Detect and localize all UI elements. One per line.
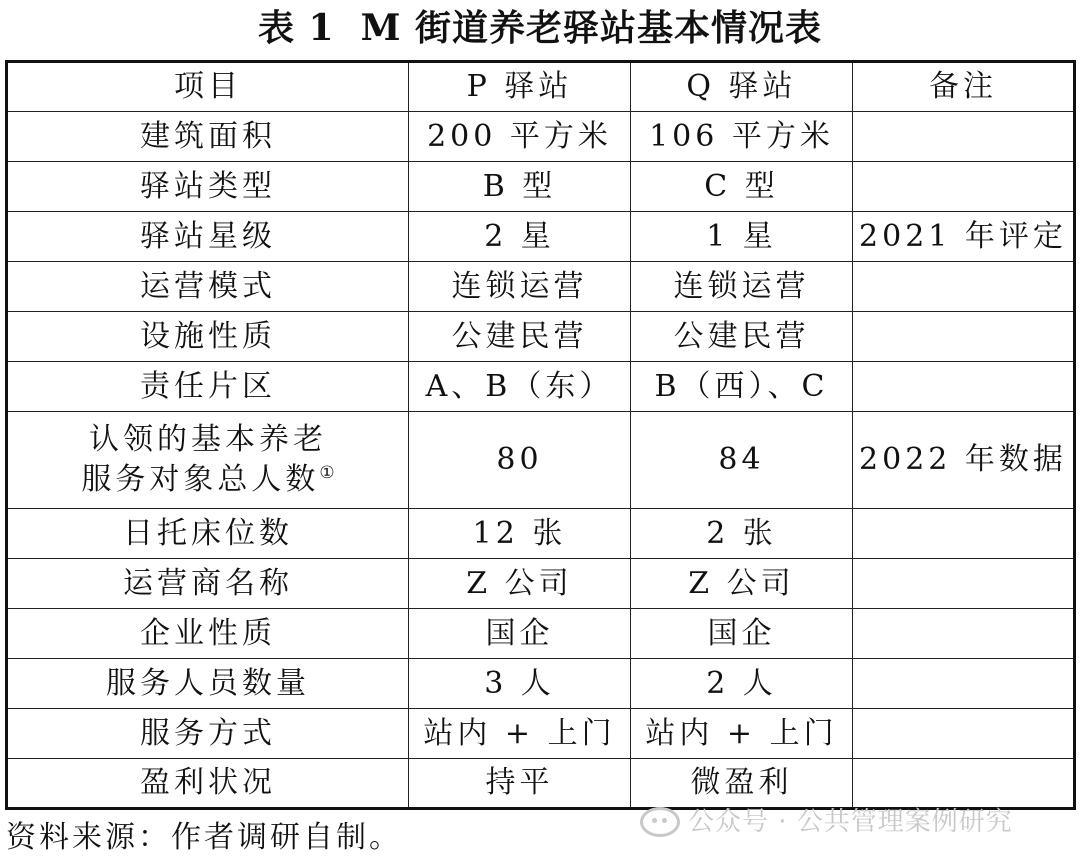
cell-p: A、B（东） <box>409 362 631 412</box>
cell-q: 站内 + 上门 <box>631 709 853 759</box>
watermark <box>640 804 1013 840</box>
cell-remark <box>853 162 1075 212</box>
cell-q: C 型 <box>631 162 853 212</box>
row-label: 设施性质 <box>7 312 409 362</box>
row-label: 盈利状况 <box>7 759 409 809</box>
header-station-p: P 驿站 <box>409 62 631 112</box>
cell-p: 2 星 <box>409 212 631 262</box>
table-row <box>7 312 1075 362</box>
row-label-line-2 <box>8 460 408 500</box>
stations-table <box>5 60 1076 810</box>
cell-p: 国企 <box>409 609 631 659</box>
table-row <box>7 262 1075 312</box>
table-number: 表 1 <box>258 7 335 49</box>
cell-p: 12 张 <box>409 509 631 559</box>
cell-q: Z 公司 <box>631 559 853 609</box>
cell-remark <box>853 362 1075 412</box>
cell-q: 106 平方米 <box>631 112 853 162</box>
header-item: 项目 <box>7 62 409 112</box>
row-label: 驿站星级 <box>7 212 409 262</box>
cell-q: 2 人 <box>631 659 853 709</box>
table-row <box>7 362 1075 412</box>
wechat-icon <box>640 807 680 837</box>
table-row <box>7 212 1075 262</box>
cell-q: 1 星 <box>631 212 853 262</box>
cell-remark <box>853 112 1075 162</box>
cell-q: B（西）、C <box>631 362 853 412</box>
table-row <box>7 609 1075 659</box>
footnote-marker: ① <box>319 463 335 483</box>
row-label: 服务人员数量 <box>7 659 409 709</box>
cell-remark <box>853 509 1075 559</box>
table-row <box>7 509 1075 559</box>
table-row <box>7 112 1075 162</box>
cell-remark <box>853 609 1075 659</box>
cell-remark <box>853 659 1075 709</box>
cell-q: 国企 <box>631 609 853 659</box>
cell-p: 3 人 <box>409 659 631 709</box>
cell-remark: 2022 年数据 <box>853 412 1075 509</box>
row-label: 运营模式 <box>7 262 409 312</box>
table-row <box>7 162 1075 212</box>
cell-remark <box>853 262 1075 312</box>
cell-remark <box>853 759 1075 809</box>
row-label: 责任片区 <box>7 362 409 412</box>
table-header-row <box>7 62 1075 112</box>
cell-q: 微盈利 <box>631 759 853 809</box>
cell-remark <box>853 709 1075 759</box>
cell-p: 连锁运营 <box>409 262 631 312</box>
cell-p: 80 <box>409 412 631 509</box>
header-remarks: 备注 <box>853 62 1075 112</box>
table-row <box>7 659 1075 709</box>
table-row <box>7 559 1075 609</box>
row-label-multiline <box>7 412 409 509</box>
cell-q: 公建民营 <box>631 312 853 362</box>
cell-remark <box>853 312 1075 362</box>
watermark-text: 公众号 · 公共管理案例研究 <box>688 807 1013 837</box>
cell-p: 持平 <box>409 759 631 809</box>
cell-p: 站内 + 上门 <box>409 709 631 759</box>
table-title-text: M 街道养老驿站基本情况表 <box>360 7 822 49</box>
cell-q: 2 张 <box>631 509 853 559</box>
row-label: 企业性质 <box>7 609 409 659</box>
cell-p: B 型 <box>409 162 631 212</box>
table-row <box>7 412 1075 509</box>
cell-remark: 2021 年评定 <box>853 212 1075 262</box>
row-label: 服务方式 <box>7 709 409 759</box>
row-label: 日托床位数 <box>7 509 409 559</box>
source-note: 资料来源：作者调研自制。 <box>6 820 402 855</box>
row-label-line-1: 认领的基本养老 <box>89 422 327 457</box>
header-station-q: Q 驿站 <box>631 62 853 112</box>
table-title <box>0 6 1080 50</box>
cell-q: 84 <box>631 412 853 509</box>
cell-remark <box>853 559 1075 609</box>
row-label-line-2-text: 服务对象总人数 <box>81 462 320 497</box>
cell-p: 公建民营 <box>409 312 631 362</box>
row-label: 运营商名称 <box>7 559 409 609</box>
table-row <box>7 709 1075 759</box>
table-row <box>7 759 1075 809</box>
row-label: 建筑面积 <box>7 112 409 162</box>
cell-p: 200 平方米 <box>409 112 631 162</box>
cell-p: Z 公司 <box>409 559 631 609</box>
row-label: 驿站类型 <box>7 162 409 212</box>
cell-q: 连锁运营 <box>631 262 853 312</box>
